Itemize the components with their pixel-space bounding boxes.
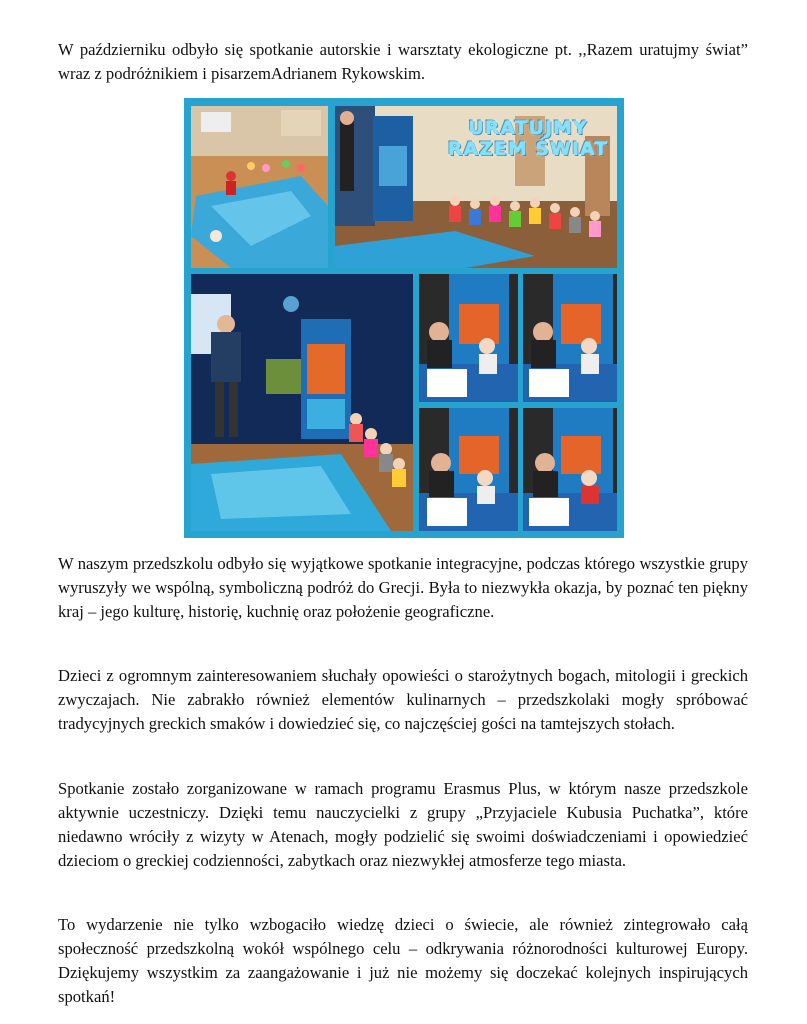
erasmus-paragraph: Spotkanie zostało zorganizowane w ramach programu Erasmus Plus, w którym nasze przedszkole aktywnie uczestniczy. Dzięki temu nauczycielki z grupy „Przyjaciele Kubusia Puchatka”, które niedawno wróciły z wizyty w Atenach, mogły podzielić się swoimi doświadczeniami i opowiedzieć dzieciom o greckiej codzienności, zabytkach oraz niezwykłej atmosferze tego miasta. bbox=[58, 779, 748, 870]
photo-presenter-with-kids bbox=[335, 106, 617, 268]
photo-stage-presentation bbox=[191, 274, 413, 531]
photo-book-signing-4 bbox=[523, 408, 617, 531]
photo-book-signing-2 bbox=[523, 274, 617, 402]
photo-book-signing-1 bbox=[419, 274, 518, 402]
greece-trip-paragraph: W naszym przedszkolu odbyło się wyjątkowe spotkanie integracyjne, podczas którego wszystkie grupy wyruszyły we wspólną, symboliczną podróż do Grecji. Była to niezwykła okazja, by poznać ten piękny kraj – jego kulturę, historię, kuchnię oraz położenie geograficzne. bbox=[58, 554, 748, 621]
photo-kids-on-carpet bbox=[191, 106, 328, 268]
closing-paragraph: To wydarzenie nie tylko wzbogaciło wiedzę dzieci o świecie, ale również zintegrowało całą społeczność przedszkolną wokół wspólnego celu – odkrywania różnorodności kulturowej Europy. Dziękujemy wszystkim za zaangażowanie i już nie możemy się doczekać kolejnych inspirujących spotkań! bbox=[58, 915, 748, 1006]
photo-collage bbox=[184, 98, 624, 538]
mythology-paragraph: Dzieci z ogromnym zainteresowaniem słuchały opowieści o starożytnych bogach, mitologii i greckich zwyczajach. Nie zabrakło również elementów kulinarnych – przedszkolaki mogły spróbować tradycyjnych greckich smaków i dowiedzieć się, co najczęściej gości na tamtejszych stołach. bbox=[58, 666, 748, 733]
photo-book-signing-3 bbox=[419, 408, 518, 531]
intro-paragraph: W październiku odbyło się spotkanie autorskie i warsztaty ekologiczne pt. ,,Razem uratujmy świat” wraz z podróżnikiem i pisarzemAdrianem Rykowskim. bbox=[58, 40, 748, 83]
collage-title-overlay: URATUJMY RAZEM ŚWIAT bbox=[447, 117, 609, 160]
